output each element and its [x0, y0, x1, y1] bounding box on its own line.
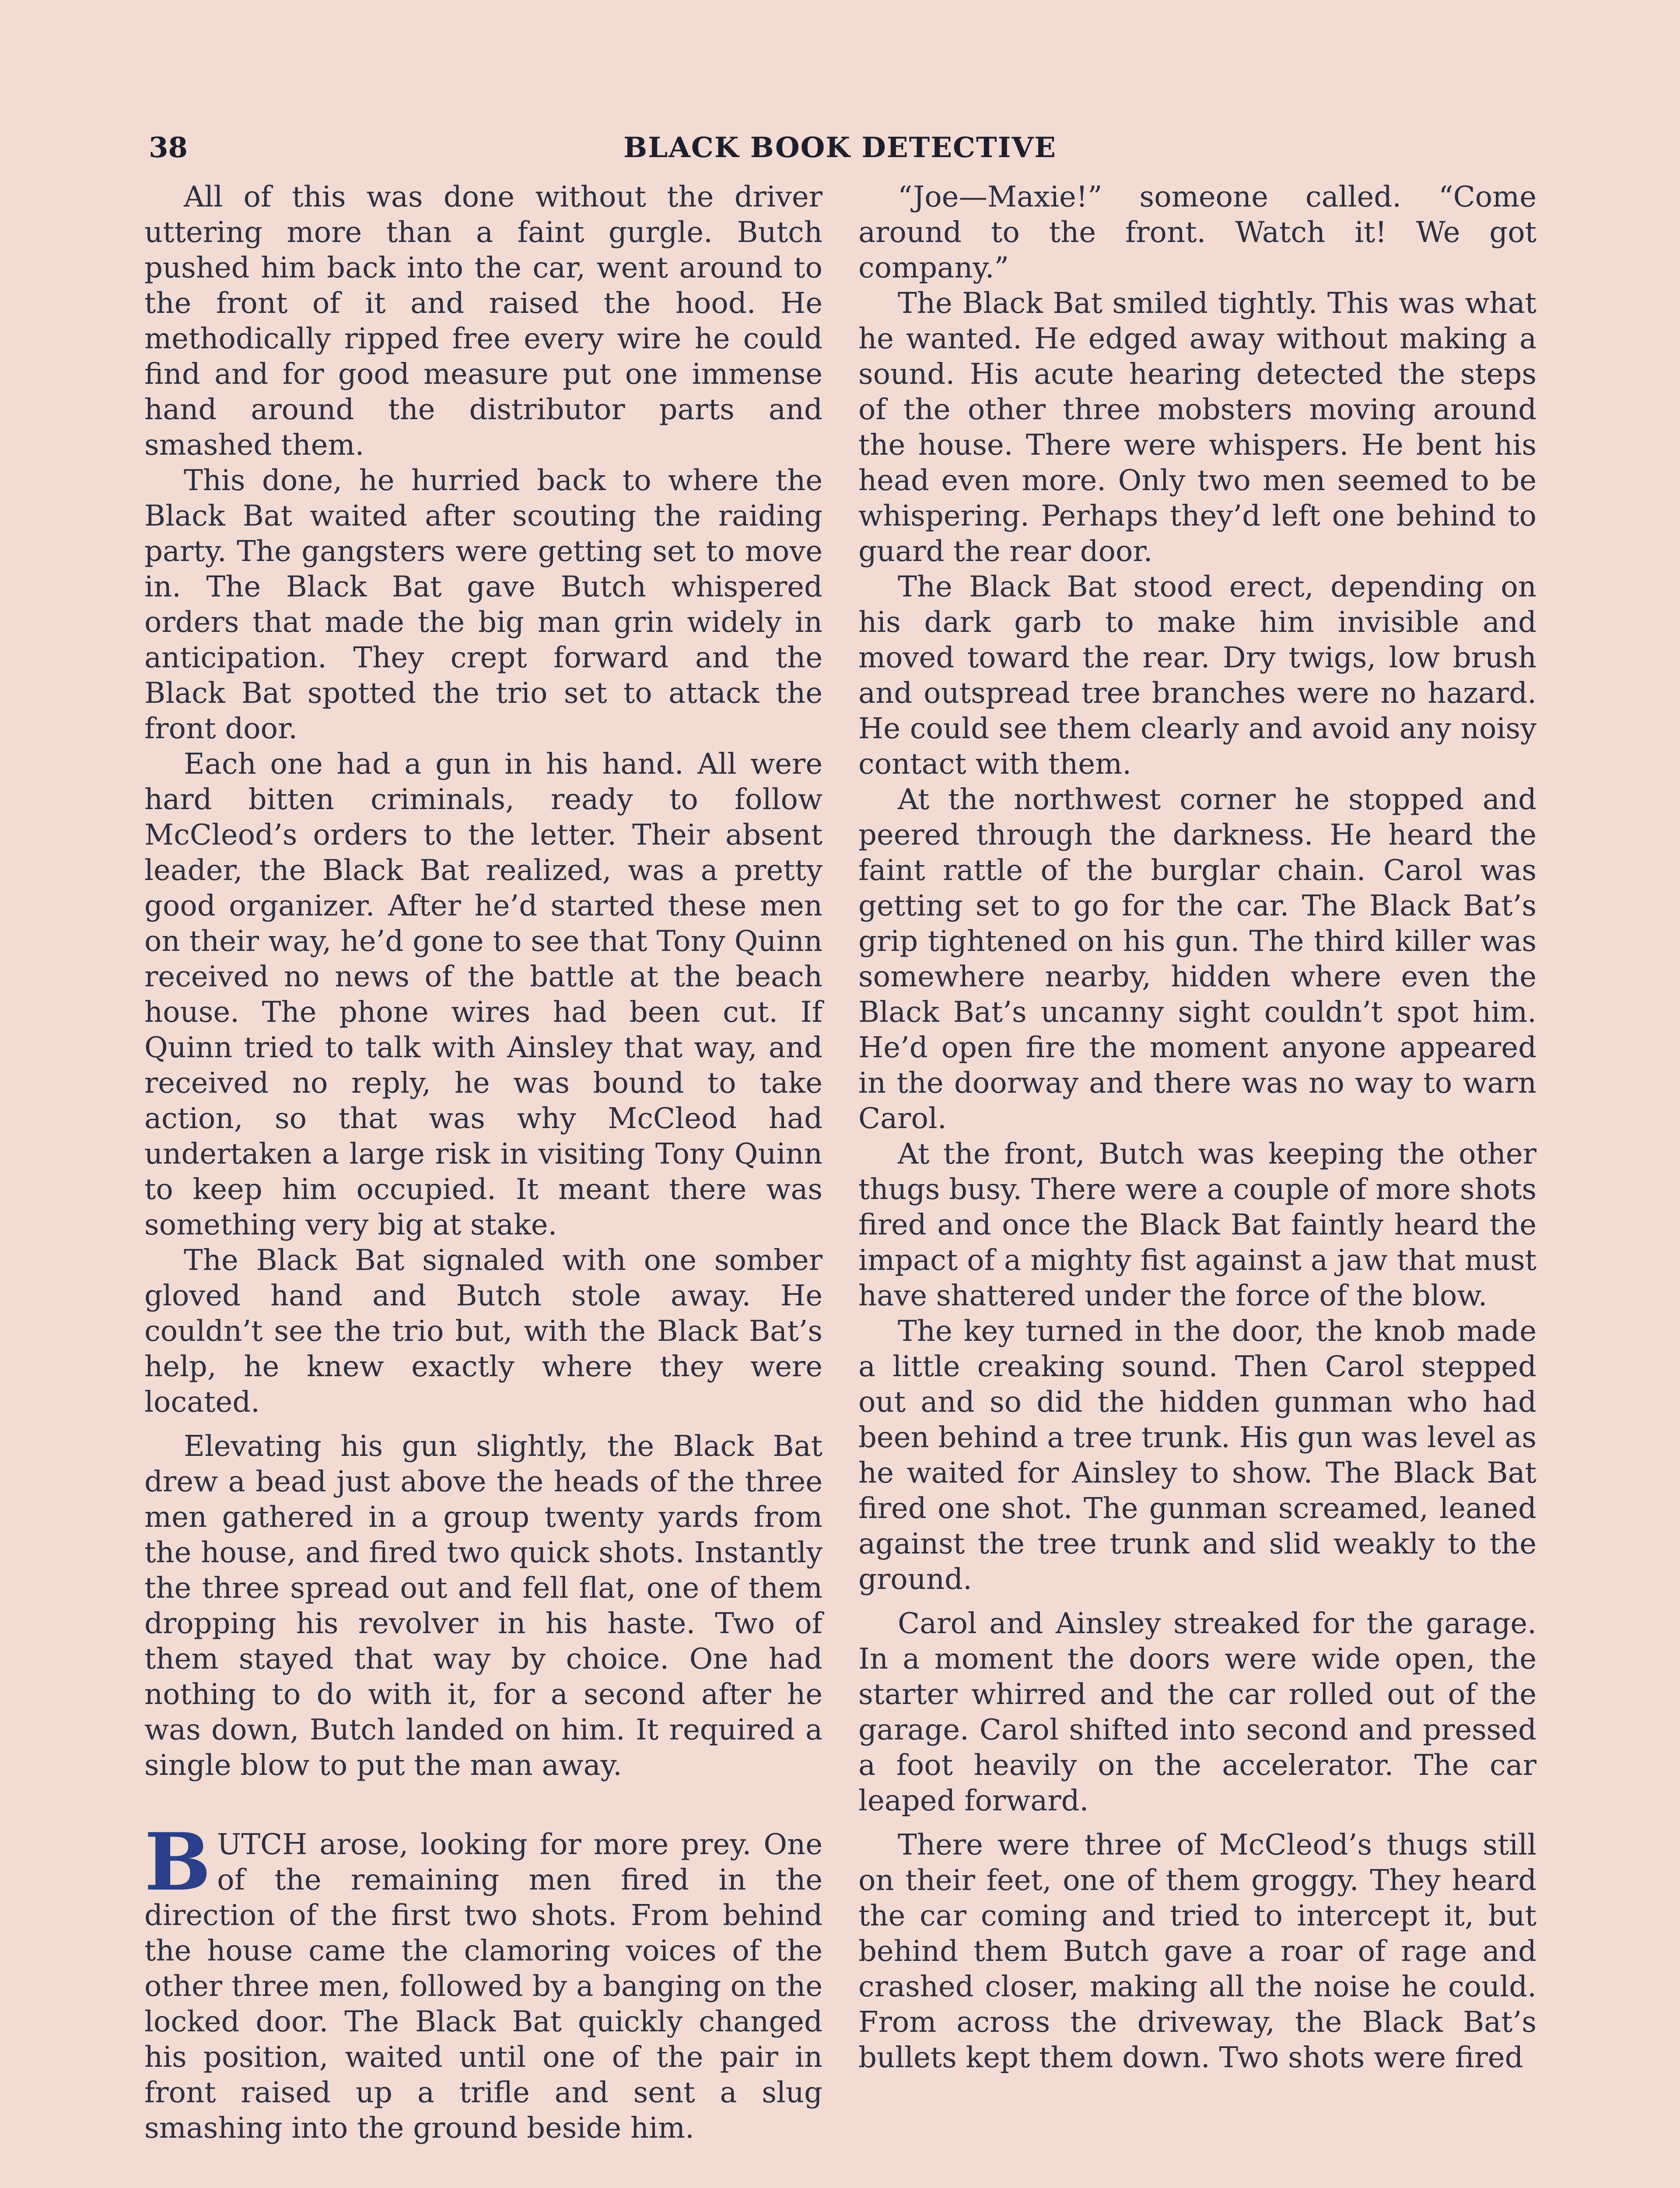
paragraph: The Black Bat signaled with one somber gloved hand and Butch stole away. He couldn’t see the trio but, with the Black Bat’s help, he knew exactly where they were located.	[144, 1244, 822, 1419]
right-column	[858, 179, 1536, 2076]
paragraph: The key turned in the door, the knob made a little creaking sound. Then Carol stepped out and so did the hidden gunman who had been behind a tree trunk. His gun was level as he waited for Ainsley to show. The Black Bat fired one shot. The gunman screamed, leaned against the tree trunk and slid weakly to the ground.	[858, 1315, 1536, 1596]
section-text: UTCH arose, looking for more prey. One of the remaining men fired in the direction of the first two shots. From behind the house came the clamoring voices of the other three men, followed by a banging on the locked door. The Black Bat quickly changed his position, waited until one of the pair in front raised up a trifle and sent a slug smashing into the ground beside him.	[144, 1828, 822, 2145]
paragraph: Elevating his gun slightly, the Black Bat drew a bead just above the heads of the three men gathered in a group twenty yards from the house, and fired two quick shots. Instantly the three spread out and fell flat, one of them dropping his revolver in his haste. Two of them stayed that way by choice. One had nothing to do with it, for a second after he was down, Butch landed on him. It required a single blow to put the man away.	[144, 1430, 822, 1782]
paragraph: “Joe—Maxie!” someone called. “Come around to the front. Watch it! We got company.”	[858, 180, 1536, 284]
paragraph: There were three of McCleod’s thugs still on their feet, one of them groggy. They heard the car coming and tried to intercept it, but behind them Butch gave a roar of rage and crashed closer, making all the noise he could. From across the driveway, the Black Bat’s bullets kept them down. Two shots were fired	[858, 1828, 1536, 2074]
page-number: 38	[149, 131, 188, 164]
paragraph: At the northwest corner he stopped and peered through the darkness. He heard the faint rattle of the burglar chain. Carol was getting set to go for the car. The Black Bat’s grip tightened on his gun. The third killer was somewhere nearby, hidden where even the Black Bat’s uncanny sight couldn’t spot him. He’d open fire the moment anyone appeared in the doorway and there was no way to warn Carol.	[858, 783, 1536, 1135]
paragraph: At the front, Butch was keeping the other thugs busy. There were a couple of more shots fired and once the Black Bat faintly heard the impact of a mighty fist against a jaw that must have shattered under the force of the blow.	[858, 1137, 1536, 1312]
drop-cap: B	[144, 1816, 211, 1908]
paragraph: This done, he hurried back to where the Black Bat waited after scouting the raiding party. The gangsters were getting set to move in. The Black Bat gave Butch whispered orders that made the big man grin widely in anticipation. They crept forward and the Black Bat spotted the trio set to attack the front door.	[144, 464, 822, 745]
paragraph: Carol and Ainsley streaked for the garage. In a moment the doors were wide open, the starter whirred and the car rolled out of the garage. Carol shifted into second and pressed a foot heavily on the accelerator. The car leaped forward.	[858, 1607, 1536, 1817]
running-head: BLACK BOOK DETECTIVE	[623, 131, 1057, 164]
left-column	[144, 179, 822, 2146]
paragraph: The Black Bat smiled tightly. This was what he wanted. He edged away without making a sound. His acute hearing detected the steps of the other three mobsters moving around the house. There were whispers. He bent his head even more. Only two men seemed to be whispering. Perhaps they’d left one behind to guard the rear door.	[858, 287, 1536, 568]
section-paragraph	[144, 1816, 822, 2146]
paragraph: Each one had a gun in his hand. All were hard bitten criminals, ready to follow McCleod’s orders to the letter. Their absent leader, the Black Bat realized, was a pretty good organizer. After he’d started these men on their way, he’d gone to see that Tony Quinn received no news of the battle at the beach house. The phone wires had been cut. If Quinn tried to talk with Ainsley that way, and received no reply, he was bound to take action, so that was why McCleod had undertaken a large risk in visiting Tony Quinn to keep him occupied. It meant there was something very big at stake.	[144, 747, 822, 1241]
paragraph: The Black Bat stood erect, depending on his dark garb to make him invisible and moved toward the rear. Dry twigs, low brush and outspread tree branches were no hazard. He could see them clearly and avoid any noisy contact with them.	[858, 570, 1536, 781]
paragraph: All of this was done without the driver uttering more than a faint gurgle. Butch pushed him back into the car, went around to the front of it and raised the hood. He methodically ripped free every wire he could find and for good measure put one immense hand around the distributor parts and smashed them.	[144, 180, 822, 462]
